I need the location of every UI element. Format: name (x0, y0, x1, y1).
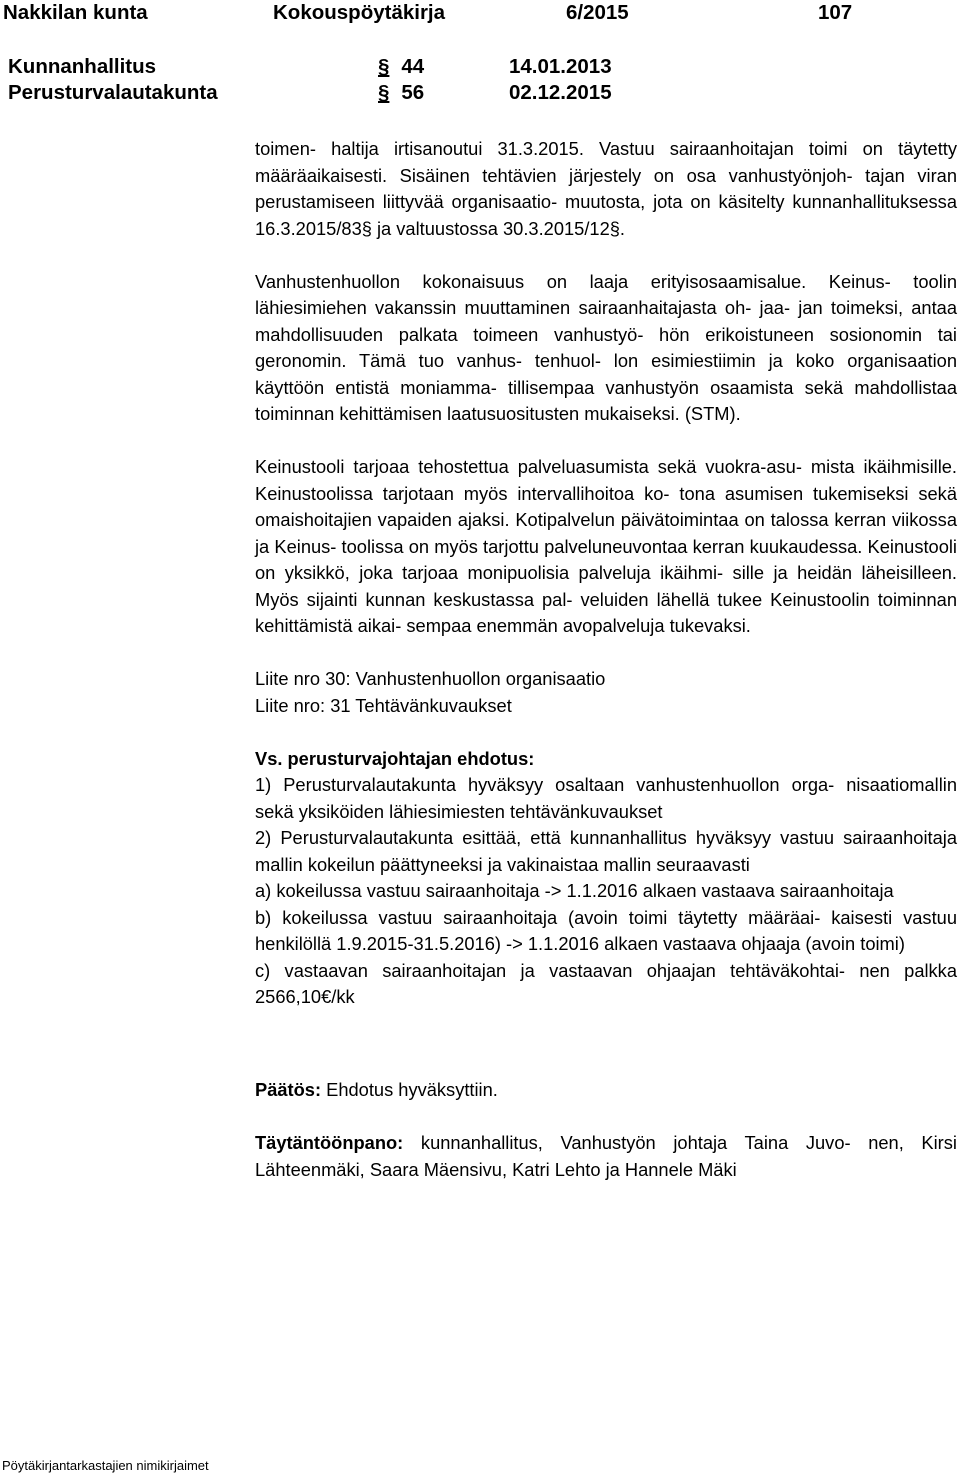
execution (255, 1130, 957, 1183)
section-number-2: 56 (401, 81, 425, 104)
proposal-item: 1) Perusturvalautakunta hyväksyy osaltaan vanhustenhuollon orga- nisaatiomallin sekä yksiköiden lähiesimiesten tehtävänkuvaukset (255, 774, 957, 822)
meeting-body-2: Perusturvalautakunta (8, 81, 218, 104)
meeting-body-1: Kunnanhallitus (8, 55, 157, 78)
section-symbol: § (378, 55, 390, 78)
section-number-1: 44 (401, 55, 425, 78)
paragraph-elderly-care: Vanhustenhuollon kokonaisuus on laaja erityisosaamisalue. Keinus- toolin lähiesimiehen vakanssin muuttaminen sairaanhaitajasta oh- jaa- jan toimeksi, antaa mahdollisuuden palkata toimeen vanhustyö- hön erikoistuneen sosionomin tai geronomin. Tämä tuo vanhus- tenhuol- lon esimiestiimin ja koko organisaation käyttöön entistä moniamma- tillisempaa vanhustyön osaamista sekä mahdollistaa toiminnan kehittämisen laatusuositusten mukaiseksi. (STM). (255, 270, 957, 424)
meeting-date-1: 14.01.2013 (509, 55, 612, 78)
page-number: 107 (818, 1, 853, 24)
footer-initials-label: Pöytäkirjantarkastajien nimikirjaimet (2, 1458, 209, 1473)
minutes-body (255, 136, 957, 1183)
attachment-line-2: Liite nro: 31 Tehtävänkuvaukset (255, 694, 512, 716)
paragraph-background: toimen- haltija irtisanoutui 31.3.2015. Vastuu sairaanhoitajan toimi on täytetty määräaikaisesti. Sisäinen tehtävien järjestely on osa vanhustyönjoh- tajan viran perustamiseen liittyvää organisaatio- muutosta, jota on käsitelty kunnanhallituksessa 16.3.2015/83§ ja valtuustossa 30.3.2015/12§. (255, 138, 957, 239)
attachment-line-1: Liite nro 30: Vanhustenhuollon organisaatio (255, 668, 606, 689)
section-ref-2 (378, 81, 424, 105)
section-ref-1 (378, 55, 424, 79)
municipality-name: Nakkilan kunta (3, 1, 148, 24)
proposal-item: a) kokeilussa vastuu sairaanhoitaja -> 1.1.2016 alkaen vastaava sairaanhoitaja (255, 880, 894, 901)
decision-label: Päätös: (255, 1079, 322, 1100)
proposal-heading: Vs. perusturvajohtajan ehdotus: (255, 747, 535, 769)
decision-text: Ehdotus hyväksyttiin. (326, 1079, 498, 1100)
section-symbol: § (378, 81, 390, 104)
decision (255, 1077, 957, 1104)
paragraph-keinustooli: Keinustooli tarjoaa tehostettua palveluasumista sekä vuokra-asu- mista ikäihmisille. Keinustoolissa tarjotaan myös intervallihoitoa ko- tona asumisen tukemiseksi sekä omaishoitajien vapaiden ajaksi. Kotipalvelun päivätoimintaa on talossa kerran viikossa ja Keinus- toolissa on myös tarjottu palveluneuvontaa kerran kuukaudessa. Keinustooli on yksikkö, joka tarjoaa monipuolisia palveluja ikäihmi- sille ja heidän läheisilleen. Myös sijainti kunnan keskustassa pal- veluiden lähellä tukee Keinustoolin toiminnan kehittämistä aikai- sempaa enemmän avopalveluja tukevaksi. (255, 456, 957, 636)
execution-text: kunnanhallitus, Vanhustyön johtaja Taina Juvo- nen, Kirsi Lähteenmäki, Saara Mäensivu, Katri Lehto ja Hannele Mäki (255, 1132, 957, 1180)
meeting-date-2: 02.12.2015 (509, 81, 612, 104)
execution-label: Täytäntöönpano: (255, 1132, 404, 1153)
document-type: Kokouspöytäkirja (273, 1, 446, 24)
document-number: 6/2015 (566, 1, 629, 24)
proposal-item: 2) Perusturvalautakunta esittää, että kunnanhallitus hyväksyy vastuu sairaanhoitaja mallin kokeilun päättyneeksi ja vakinaistaa mallin seuraavasti (255, 827, 957, 875)
proposal-item: b) kokeilussa vastuu sairaanhoitaja (avoin toimi täytetty määräai- kaisesti vastuu henkilöllä 1.9.2015-31.5.2016) -> 1.1.2016 alkaen vastaava ohjaaja (avoin toimi) (255, 906, 957, 954)
proposal-item: c) vastaavan sairaanhoitajan ja vastaavan ohjaajan tehtäväkohtai- nen palkka 2566,10€/kk (255, 959, 957, 1007)
